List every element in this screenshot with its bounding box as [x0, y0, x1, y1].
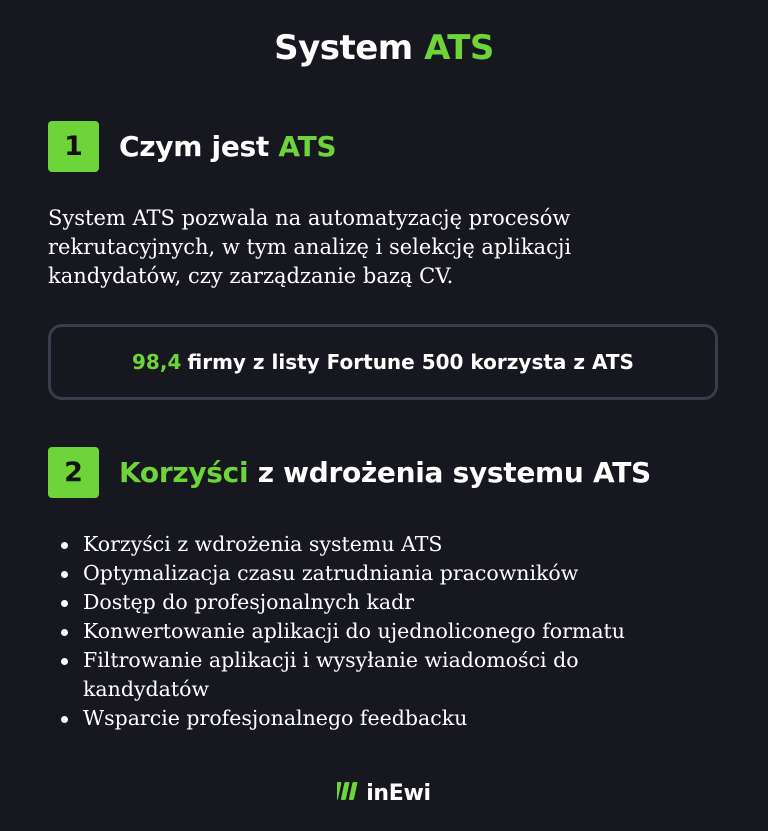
list-item: Dostęp do profesjonalnych kadr	[60, 588, 710, 617]
section-1-header	[48, 121, 336, 172]
section-2-number-badge: 2	[48, 447, 99, 498]
list-item: Konwertowanie aplikacji do ujednoliconego formatu	[60, 617, 710, 646]
section-1-title-prefix: Czym jest	[119, 130, 269, 163]
list-item: Wsparcie profesjonalnego feedbacku	[60, 704, 710, 733]
fortune-stat-box	[48, 324, 718, 400]
ats-description	[48, 204, 668, 291]
brand-name: inEwi	[366, 780, 431, 806]
list-item: Optymalizacja czasu zatrudniania pracowników	[60, 559, 710, 588]
ats-description-line: kandydatów, czy zarządzanie bazą CV.	[48, 264, 454, 288]
benefits-list	[60, 530, 710, 733]
brand-logo	[0, 780, 768, 806]
page-title-prefix: System	[274, 28, 413, 68]
section-2-title	[119, 456, 651, 489]
section-1-title	[119, 130, 336, 163]
section-2-title-suffix: z wdrożenia systemu ATS	[257, 456, 651, 489]
list-item: Korzyści z wdrożenia systemu ATS	[60, 530, 710, 559]
list-item: Filtrowanie aplikacji i wysyłanie wiadomości do kandydatów	[60, 646, 710, 704]
stat-value: 98,4	[132, 350, 182, 374]
stat-text: firmy z listy Fortune 500 korzysta z ATS	[187, 350, 634, 374]
section-1-title-accent: ATS	[278, 130, 337, 163]
section-1-number-badge: 1	[48, 121, 99, 172]
ats-description-line: System ATS pozwala na automatyzację procesów	[48, 206, 571, 230]
section-2-header	[48, 447, 651, 498]
section-2-title-accent: Korzyści	[119, 456, 249, 489]
inewi-logo-icon	[337, 780, 361, 806]
ats-description-line: rekrutacyjnych, w tym analizę i selekcję aplikacji	[48, 235, 572, 259]
page-title	[0, 28, 768, 68]
page-title-accent: ATS	[424, 28, 494, 68]
